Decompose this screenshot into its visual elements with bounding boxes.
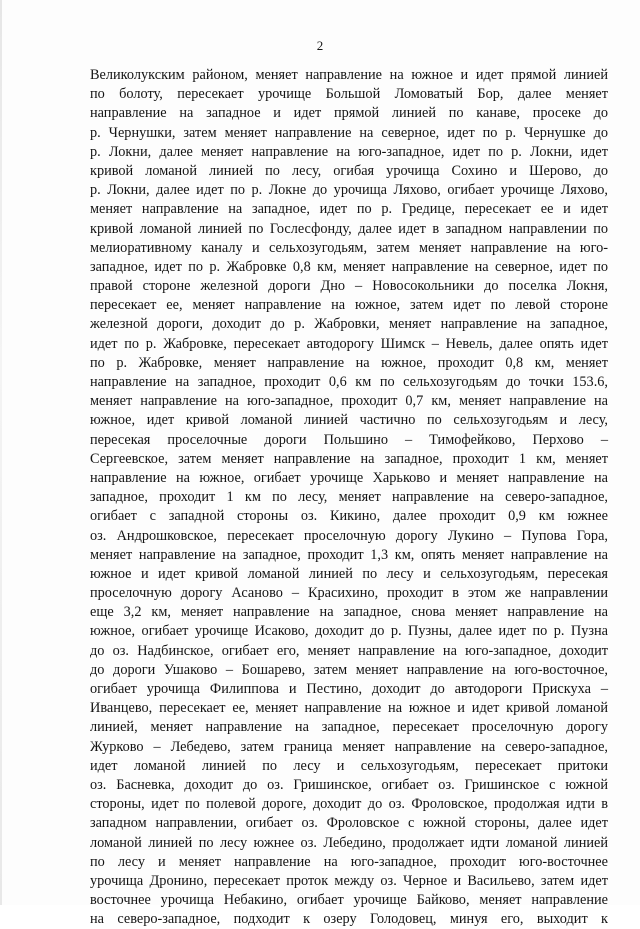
text-line: р. Чернушки, затем меняет направление на северное, идет по р. Чернушке до xyxy=(90,124,608,141)
text-line: Журково – Лебедево, затем граница меняет направление на северо-западное, xyxy=(90,738,608,755)
text-line: оз. Андрошковское, пересекает проселочную дорогу Лукино – Пупова Гора, xyxy=(90,527,608,544)
text-line: мелиоративному каналу и сельхозугодьям, затем меняет направление на юго- xyxy=(90,239,608,256)
text-line: Иванцево, пересекает ее, меняет направление на южное и идет кривой ломаной xyxy=(90,700,608,717)
text-line: по лесу и меняет направление на юго-западное, проходит юго-восточнее xyxy=(90,853,608,870)
text-line: южное, огибает урочище Исаково, доходит до р. Пузны, далее идет по р. Пузна xyxy=(90,623,608,640)
text-line: оз. Басневка, доходит до оз. Гришинское, огибает оз. Гришинское с южной xyxy=(90,776,608,793)
text-line: на северо-западное, подходит к озеру Голодовец, минуя его, выходит к xyxy=(90,911,608,928)
text-line: еще 3,2 км, меняет направление на западное, снова меняет направление на xyxy=(90,604,608,621)
text-line: направление на западное, проходит 0,6 км по сельхозугодьям до точки 153.6, xyxy=(90,374,608,390)
text-line: кривой ломаной линией по Гослесфонду, далее идет в западном направлении по xyxy=(90,220,608,237)
text-line: восточнее урочища Небакино, огибает урочище Байково, меняет направление xyxy=(90,892,608,909)
text-line: правой стороне железной дороги Дно – Новосокольники до поселка Локня, xyxy=(90,278,608,295)
text-line: урочища Дронино, пересекает проток между оз. Черное и Васильево, затем идет xyxy=(90,872,608,889)
text-line: стороны, идет по полевой дороге, доходит до оз. Фроловское, продолжая идти в xyxy=(90,796,608,813)
text-line: меняет направление на юго-западное, проходит 0,7 км, меняет направление на xyxy=(90,393,608,410)
text-line: р. Локни, далее меняет направление на юго-западное, идет по р. Локни, идет xyxy=(90,143,608,160)
text-line: направление на южное, огибает урочище Харьково и меняет направление на xyxy=(90,469,608,486)
text-line: до оз. Надбинское, огибает его, меняет направление на юго-западное, доходит xyxy=(90,642,608,659)
text-line: направление на западное и идет прямой линией по канаве, просеке до xyxy=(90,105,608,122)
text-line: до дороги Ушаково – Бошарево, затем меняет направление на юго-восточное, xyxy=(90,661,608,678)
text-line: линией, меняет направление на западное, пересекает проселочную дорогу xyxy=(90,719,608,736)
text-line: западном направлении, огибает оз. Фроловское с южной стороны, далее идет xyxy=(90,815,608,832)
text-line: южное, идет кривой ломаной линией частично по сельхозугодьям и лесу, xyxy=(90,412,608,429)
page-number: 2 xyxy=(316,38,324,53)
text-line: р. Локни, далее идет по р. Локне до урочища Ляхово, огибает урочище Ляхово, xyxy=(90,182,608,199)
text-line: огибает урочища Филиппова и Пестино, доходит до автодороги Прискуха – xyxy=(90,681,608,697)
text-line: пересекая проселочные дороги Польшино – Тимофейково, Перхово – xyxy=(90,431,608,448)
text-line: западное, проходит 1 км по лесу, меняет направление на северо-западное, xyxy=(90,489,608,506)
body-text xyxy=(90,66,608,929)
text-line: пересекает ее, меняет направление на южное, затем идет по левой стороне xyxy=(90,297,608,314)
text-line: Великолукским районом, меняет направление на южное и идет прямой линией xyxy=(90,67,608,83)
text-line: кривой ломаной линией по лесу, огибая урочища Сохино и Шерово, до xyxy=(90,162,608,179)
text-line: идет по р. Жабровке, пересекает автодорогу Шимск – Невель, далее опять идет xyxy=(90,335,608,352)
text-line: по р. Жабровке, меняет направление на южное, проходит 0,8 км, меняет xyxy=(90,354,608,371)
scan-edge xyxy=(0,0,2,905)
text-line: Сергеевское, затем меняет направление на западное, проходит 1 км, меняет xyxy=(90,450,608,467)
text-line: огибает с западной стороны оз. Кикино, далее проходит 0,9 км южнее xyxy=(90,508,608,525)
text-line: по болоту, пересекает урочище Большой Ломоватый Бор, далее меняет xyxy=(90,86,608,103)
text-line: южное и идет кривой ломаной линией по лесу и сельхозугодьям, пересекая xyxy=(90,565,608,582)
text-line: ломаной линией по лесу южнее оз. Лебедино, продолжает идти ломаной линией xyxy=(90,834,608,851)
text-line: идет ломаной линией по лесу и сельхозугодьям, пересекает притоки xyxy=(90,757,608,774)
text-line: западное, идет по р. Жабровке 0,8 км, меняет направление на северное, идет по xyxy=(90,258,608,275)
text-line: меняет направление на западное, идет по р. Гредице, пересекает ее и идет xyxy=(90,201,608,218)
text-line: проселочную дорогу Асаново – Красихино, проходит в этом же направлении xyxy=(90,585,608,602)
text-line: меняет направление на западное, проходит 1,3 км, опять меняет направление на xyxy=(90,546,608,563)
text-line: железной дороги, доходит до р. Жабровки, меняет направление на западное, xyxy=(90,316,608,333)
